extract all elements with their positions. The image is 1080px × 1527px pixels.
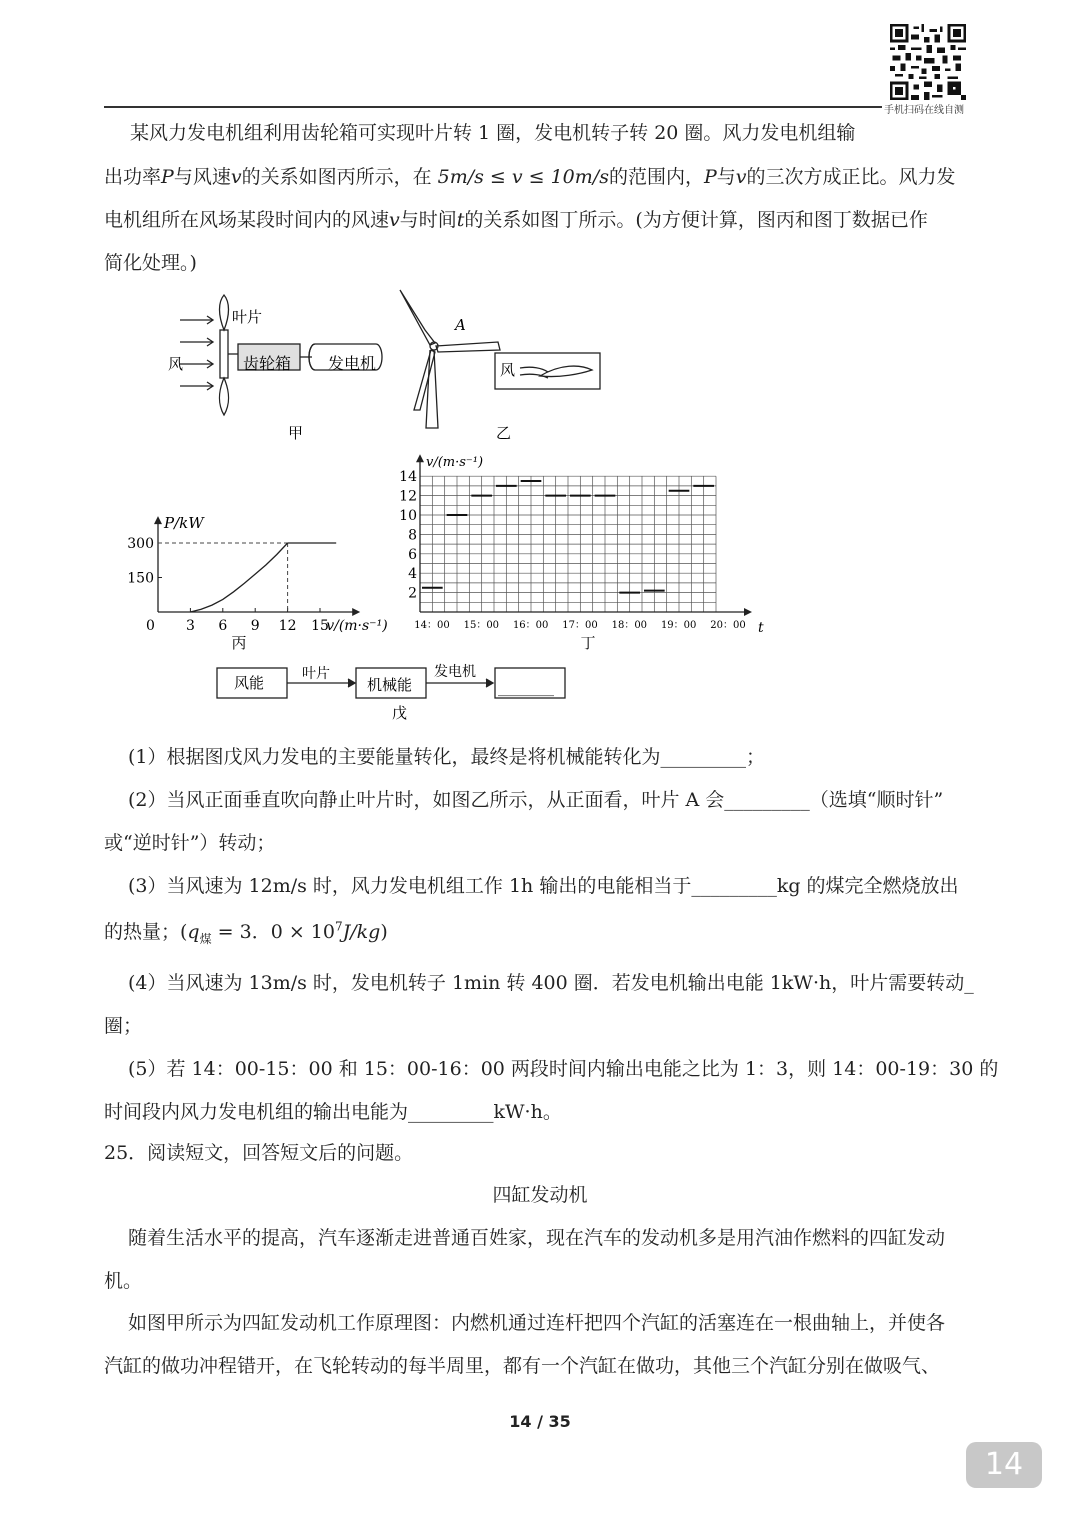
page-number: 14 / 35	[509, 1412, 571, 1431]
intro-text: 电机组所在风场某段时间内的风速	[104, 209, 390, 231]
intro-line-1: 某风力发电机组利用齿轮箱可实现叶片转 1 圈，发电机转子转 20 圈。风力发电机组输	[130, 122, 856, 144]
intro-line-2	[104, 162, 956, 189]
intro-text: 与时间	[399, 209, 457, 231]
question-1: (1）根据图戊风力发电的主要能量转化，最终是将机械能转化为_________；	[128, 746, 766, 768]
question-5-line-2: 时间段内风力发电机组的输出电能为_________kW·h。	[104, 1101, 562, 1123]
intro-math-v: v	[389, 209, 400, 231]
intro-math-v: v	[230, 166, 242, 188]
intro-text: 的三次方成正比。风力发	[746, 166, 956, 188]
figure-panel	[100, 280, 780, 725]
y-tick-label: 10	[399, 508, 417, 524]
x-tick-label: 17：00	[562, 620, 598, 631]
paragraph-1-line-1: 随着生活水平的提高，汽车逐渐走进普通百姓家，现在汽车的发动机多是用汽油作燃料的四缸发动	[128, 1227, 946, 1249]
y-axis-label: P/kW	[164, 514, 204, 533]
x-axis-arrow	[352, 608, 360, 616]
power-curve	[190, 543, 287, 612]
paragraph-2-line-1: 如图甲所示为四缸发动机工作原理图：内燃机通过连杆把四个汽缸的活塞连在一根曲轴上，并使各	[128, 1312, 946, 1334]
y-tick-label: 12	[399, 488, 417, 505]
q3-text: 的热量；(	[104, 921, 188, 943]
x-axis-arrow	[744, 608, 752, 616]
x-axis-label: t	[758, 620, 764, 636]
y-axis-label: v/(m·s⁻¹)	[426, 455, 484, 471]
paragraph-2-line-2: 汽缸的做功冲程错开，在飞轮转动的每半周里，都有一个汽缸在做功，其他三个汽缸分别在做吸气、	[104, 1355, 941, 1377]
chart-bing	[127, 514, 387, 652]
turbine-blade-3	[414, 350, 435, 410]
intro-text: 的关系如图丁所示。(为方便计算，图丙和图丁数据已作	[464, 209, 928, 231]
caption-ding: 丁	[580, 634, 596, 652]
y-tick-label: 150	[127, 570, 154, 587]
intro-math-P: P	[161, 166, 174, 188]
question-4-line-2: 圈；	[104, 1015, 143, 1037]
caption-yi: 乙	[496, 424, 512, 442]
y-tick-label: 2	[408, 585, 417, 602]
x-tick-label: 19：00	[660, 620, 697, 631]
box3-blank: ________	[498, 681, 554, 697]
x-tick-label: 14：00	[414, 620, 450, 631]
x-tick-label: 20：00	[710, 620, 746, 631]
page-badge: 14	[966, 1442, 1042, 1488]
label-blade-A: A	[455, 316, 466, 334]
x-tick-label: 16：00	[512, 620, 549, 631]
intro-text: 的范围内，	[608, 166, 704, 188]
intro-math-v: v	[735, 166, 747, 188]
header-rule	[104, 106, 882, 108]
x-tick-label: 15：00	[463, 620, 500, 631]
label-generator: 发电机	[328, 354, 377, 373]
question-2-line-2: 或“逆时针”）转动；	[104, 832, 276, 854]
label-gearbox: 齿轮箱	[243, 354, 292, 373]
x-tick-label: 12	[278, 618, 297, 634]
x-axis-label: v/(m·s⁻¹)	[326, 618, 388, 634]
box2-label: 机械能	[367, 676, 413, 694]
q3-sup: 7	[334, 919, 343, 934]
box1-label: 风能	[234, 674, 265, 692]
paragraph-1-line-2: 机。	[104, 1270, 143, 1292]
y-tick-label: 6	[408, 546, 417, 563]
blade-lower	[220, 378, 229, 415]
x-tick-label: 18：00	[611, 620, 648, 631]
y-tick-label: 8	[408, 527, 417, 544]
question-5-line-1: (5）若 14：00-15：00 和 15：00-16：00 两段时间内输出电能之比为 1：3，则 14：00-19：30 的	[128, 1058, 999, 1080]
arrow1-label: 叶片	[302, 666, 330, 682]
intro-text: 与风速	[173, 166, 231, 188]
hub	[220, 330, 228, 378]
q3-unit: J/kg	[342, 921, 381, 943]
label-wind: 风	[168, 355, 184, 373]
q3-text: )	[380, 921, 388, 943]
intro-math-range: 5m/s ≤ v ≤ 10m/s	[437, 166, 609, 188]
question-3-line-1: (3）当风速为 12m/s 时，风力发电机组工作 1h 输出的电能相当于_________kg 的煤完全燃烧放出	[128, 875, 959, 897]
caption-wu: 戊	[392, 704, 408, 722]
caption-jia: 甲	[288, 424, 304, 442]
origin-label: 0	[146, 618, 155, 634]
intro-line-4: 简化处理。)	[104, 252, 197, 274]
turbine-blade-1	[400, 290, 435, 345]
y-tick-label: 14	[399, 469, 417, 486]
x-tick-label: 3	[185, 618, 195, 634]
intro-line-3	[104, 205, 928, 232]
intro-text: 的关系如图丙所示，在	[241, 166, 438, 188]
arrow2-label: 发电机	[434, 664, 476, 680]
caption-bing: 丙	[231, 634, 247, 652]
intro-math-t: t	[456, 209, 465, 231]
qr-code	[890, 24, 966, 100]
blade-upper	[220, 295, 229, 330]
question-2-line-1: (2）当风正面垂直吹向静止叶片时，如图乙所示，从正面看，叶片 A 会_________（选填“顺时针”	[128, 789, 944, 811]
section-25-heading: 25．阅读短文，回答短文后的问题。	[104, 1142, 414, 1164]
intro-text: 与	[716, 166, 736, 188]
intro-math-P: P	[703, 166, 717, 188]
y-tick-label: 300	[127, 536, 154, 552]
x-tick-label: 15	[311, 618, 329, 634]
turbine-blade-2	[436, 342, 500, 352]
qr-caption: 手机扫码在线自测	[884, 105, 964, 116]
section-25-title: 四缸发动机	[492, 1184, 588, 1206]
y-axis-arrow	[416, 454, 424, 462]
question-4-line-1: (4）当风速为 13m/s 时，发电机转子 1min 转 400 圈．若发电机输出电能 1kW·h，叶片需要转动_	[128, 972, 974, 994]
q3-math-q: q	[187, 921, 200, 943]
q3-sub: 煤	[199, 931, 212, 946]
y-axis-arrow	[154, 516, 162, 524]
question-3-line-2	[104, 917, 388, 947]
y-tick-label: 4	[408, 566, 417, 583]
intro-text: 出功率	[104, 166, 162, 188]
q3-text: = 3．0 × 10	[211, 921, 335, 943]
label-blade: 叶片	[232, 308, 263, 326]
figure-yi	[400, 290, 600, 428]
x-tick-label: 6	[218, 618, 228, 634]
x-tick-label: 9	[250, 618, 260, 634]
label-wind-yi: 风	[500, 361, 516, 379]
chart-ding	[399, 454, 764, 652]
